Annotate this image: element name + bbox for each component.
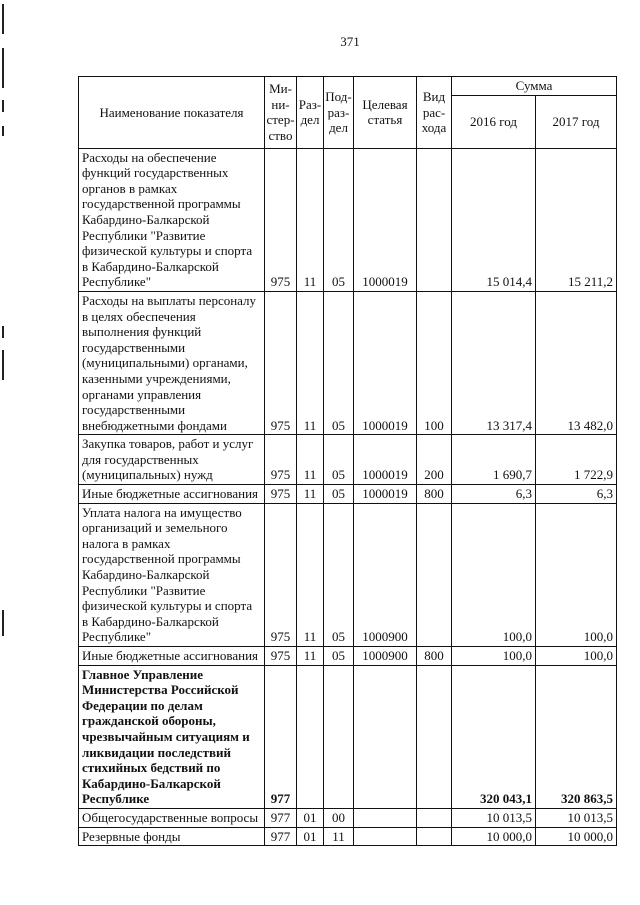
header-2017: 2017 год: [536, 95, 617, 148]
cell-2017: 100,0: [536, 503, 617, 646]
header-ministry: Ми- ни- стер- ство: [265, 77, 297, 149]
cell-section: 11: [297, 647, 324, 666]
table-row: [79, 485, 617, 504]
table-row: [79, 435, 617, 485]
cell-ministry: 975: [265, 647, 297, 666]
cell-section: 01: [297, 808, 324, 827]
cell-2017: 10 000,0: [536, 827, 617, 846]
cell-2017: 100,0: [536, 647, 617, 666]
cell-expense-type: [417, 827, 452, 846]
header-expense-type: Вид рас- хода: [417, 77, 452, 149]
table-row: [79, 827, 617, 846]
cell-expense-type: 100: [417, 291, 452, 434]
cell-name: Иные бюджетные ассигнования: [79, 485, 265, 504]
cell-expense-type: [417, 148, 452, 291]
cell-2016: 320 043,1: [452, 665, 536, 808]
cell-section: 11: [297, 291, 324, 434]
cell-target: 1000019: [354, 435, 417, 485]
cell-name: Расходы на выплаты персоналу в целях обеспечения выполнения функций государственными (муниципальными) органами, казенными учреждениями, органами управления государственными внебюджетными фондами: [79, 291, 265, 434]
cell-target: 1000900: [354, 647, 417, 666]
cell-2016: 13 317,4: [452, 291, 536, 434]
binding-marks: [0, 0, 8, 905]
cell-expense-type: [417, 808, 452, 827]
cell-target: 1000019: [354, 485, 417, 504]
cell-2017: 13 482,0: [536, 291, 617, 434]
cell-subsection: 05: [324, 148, 354, 291]
cell-subsection: 00: [324, 808, 354, 827]
cell-expense-type: [417, 503, 452, 646]
cell-ministry: 975: [265, 148, 297, 291]
table-row: [79, 665, 617, 808]
header-name: Наименование показателя: [79, 77, 265, 149]
cell-2017: 15 211,2: [536, 148, 617, 291]
cell-subsection: 05: [324, 485, 354, 504]
cell-subsection: 05: [324, 435, 354, 485]
cell-2016: 100,0: [452, 503, 536, 646]
cell-section: 01: [297, 827, 324, 846]
cell-target: 1000900: [354, 503, 417, 646]
table-row: [79, 503, 617, 646]
cell-ministry: 975: [265, 435, 297, 485]
cell-ministry: 975: [265, 503, 297, 646]
header-2016: 2016 год: [452, 95, 536, 148]
cell-ministry: 975: [265, 291, 297, 434]
budget-table: [78, 76, 617, 846]
cell-expense-type: 200: [417, 435, 452, 485]
cell-section: 11: [297, 148, 324, 291]
cell-ministry: 975: [265, 485, 297, 504]
cell-subsection: 11: [324, 827, 354, 846]
cell-subsection: 05: [324, 503, 354, 646]
page-number: 371: [340, 34, 360, 49]
cell-section: 11: [297, 503, 324, 646]
header-target: Целевая статья: [354, 77, 417, 149]
cell-ministry: 977: [265, 827, 297, 846]
cell-target: [354, 827, 417, 846]
cell-expense-type: [417, 665, 452, 808]
cell-name: Закупка товаров, работ и услуг для государственных (муниципальных) нужд: [79, 435, 265, 485]
cell-2017: 6,3: [536, 485, 617, 504]
cell-2017: 10 013,5: [536, 808, 617, 827]
table-row: [79, 291, 617, 434]
header-section: Раз- дел: [297, 77, 324, 149]
cell-target: [354, 808, 417, 827]
cell-2016: 10 013,5: [452, 808, 536, 827]
cell-target: 1000019: [354, 291, 417, 434]
header-subsection: Под- раз- дел: [324, 77, 354, 149]
cell-name: Главное Управление Министерства Российской Федерации по делам гражданской обороны, чрезвычайным ситуациям и ликвидации последствий стихийных бедствий по Кабардино-Балкарской Республике: [79, 665, 265, 808]
cell-section: 11: [297, 435, 324, 485]
cell-2016: 15 014,4: [452, 148, 536, 291]
cell-name: Резервные фонды: [79, 827, 265, 846]
cell-2016: 6,3: [452, 485, 536, 504]
cell-subsection: [324, 665, 354, 808]
cell-section: [297, 665, 324, 808]
cell-2017: 320 863,5: [536, 665, 617, 808]
cell-ministry: 977: [265, 665, 297, 808]
cell-subsection: 05: [324, 291, 354, 434]
cell-2016: 100,0: [452, 647, 536, 666]
cell-name: Иные бюджетные ассигнования: [79, 647, 265, 666]
header-sum: Сумма: [452, 77, 617, 96]
table-row: [79, 808, 617, 827]
cell-expense-type: 800: [417, 485, 452, 504]
table-row: [79, 647, 617, 666]
cell-2017: 1 722,9: [536, 435, 617, 485]
cell-name: Расходы на обеспечение функций государственных органов в рамках государственной программы Кабардино-Балкарской Республики "Развитие физической культуры и спорта в Кабардино-Балкарской Республике": [79, 148, 265, 291]
cell-target: 1000019: [354, 148, 417, 291]
cell-name: Уплата налога на имущество организаций и земельного налога в рамках государственной программы Кабардино-Балкарской Республики "Развитие физической культуры и спорта в Кабардино-Балкарской Республике": [79, 503, 265, 646]
cell-section: 11: [297, 485, 324, 504]
cell-name: Общегосударственные вопросы: [79, 808, 265, 827]
cell-2016: 10 000,0: [452, 827, 536, 846]
cell-ministry: 977: [265, 808, 297, 827]
cell-subsection: 05: [324, 647, 354, 666]
cell-target: [354, 665, 417, 808]
cell-2016: 1 690,7: [452, 435, 536, 485]
cell-expense-type: 800: [417, 647, 452, 666]
table-row: [79, 148, 617, 291]
